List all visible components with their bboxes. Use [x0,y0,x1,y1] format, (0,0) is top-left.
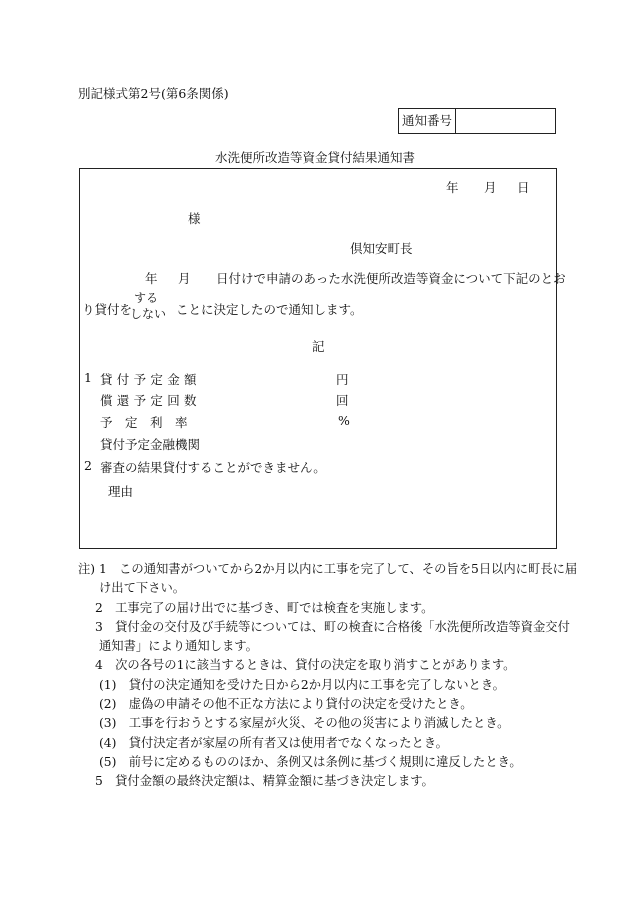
choice-dont: しない [130,307,167,321]
note-line: 4 次の各号の1に該当するときは、貸付の決定を取り消すことがあります。 [95,658,516,672]
document-title: 水洗便所改造等資金貸付結果通知書 [214,150,415,165]
notice-number-box [398,108,556,134]
note-line: 通知書」により通知します。 [99,639,258,653]
note-line: (5) 前号に定めるもののほか、条例又は条例に基づく規則に違反したとき。 [99,755,522,769]
loan-amount-unit: 円 [336,372,349,387]
note-line: け出て下さい。 [99,581,186,595]
note-line: 5 貸付金額の最終決定額は、精算金額に基づき決定します。 [95,774,434,788]
addressee-suffix: 様 [188,211,201,226]
note-line: (4) 貸付決定者が家屋の所有者又は使用者でなくなったとき。 [99,736,448,750]
repayment-unit: 回 [336,393,349,408]
item2-text: 審査の結果貸付することができません。 [100,460,326,475]
note-line: 注) 1 この通知書がついてから2か月以内に工事を完了して、その旨を5日以内に町長に届 [78,562,578,576]
repayment-label: 償還予定回数 [100,393,201,408]
date-day: 日 [517,180,530,195]
date-year: 年 [446,180,459,195]
item2-number: 2 [84,458,92,473]
form-label: 別記様式第2号(第6条関係) [78,86,229,101]
interest-unit: % [338,413,350,428]
date-month: 月 [484,180,497,195]
notice-number-label: 通知番号 [399,109,456,133]
note-line: (1) 貸付の決定通知を受けた日から2か月以内に工事を完了しないとき。 [99,678,505,692]
interest-label: 予 定 利 率 [100,415,188,430]
note-line: 3 貸付金の交付及び手続等については、町の検査に合格後「水洗便所改造等資金交付 [95,620,570,634]
reason-label: 理由 [108,484,134,499]
loan-amount-label: 貸付予定金額 [100,372,201,387]
body-line2-suffix: ことに決定したので通知します。 [176,302,363,317]
issuer: 倶知安町長 [350,241,413,256]
note-line: (3) 工事を行おうとする家屋が火災、その他の災害により消滅したとき。 [99,716,510,730]
body-line1: 日付けで申請のあった水洗便所改造等資金について下記のとお [216,271,566,286]
body-month: 月 [178,271,191,286]
body-line2-prefix: り貸付を [82,302,133,317]
item1-number: 1 [84,370,92,385]
choice-do: する [134,291,159,305]
institution-label: 貸付予定金融機関 [100,437,201,452]
main-frame [79,168,566,549]
ki-heading: 記 [312,339,325,354]
note-line: 2 工事完了の届け出でに基づき、町では検査を実施します。 [95,601,434,615]
body-year: 年 [145,271,158,286]
notice-number-value[interactable] [456,109,556,133]
note-line: (2) 虚偽の申請その他不正な方法により貸付の決定を受けたとき。 [99,697,473,711]
